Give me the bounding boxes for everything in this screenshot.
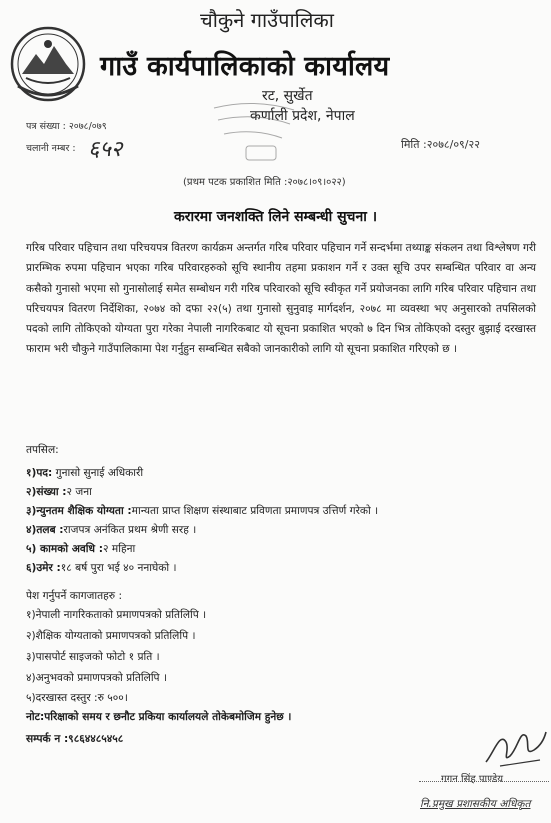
detail-value: २ जना bbox=[66, 486, 92, 498]
signatory-name: गगन सिंह पाण्डेय bbox=[441, 774, 503, 785]
detail-value: १८ बर्ष पुरा भई ४० ननाघेको । bbox=[60, 562, 177, 574]
documents-heading: पेश गर्नुपर्ने कागजातहरु : bbox=[26, 590, 123, 602]
detail-value: मान्यता प्राप्त शिक्षण संस्थाबाट प्रविणता प्रमाणपत्र उत्तिर्ण गरेको । bbox=[131, 505, 379, 517]
detail-label: ६)उमेर : bbox=[26, 562, 61, 574]
address-line-1: रट, सुर्खेत bbox=[262, 88, 313, 104]
office-stamp bbox=[194, 98, 314, 168]
notice-body-paragraph: गरिब परिवार पहिचान तथा परिचयपत्र वितरण कार्यक्रम अन्तर्गत गरिब परिवार पहिचान गर्ने सन्दर्भमा तथ्याङ्क संकलन तथा विश्लेषण गरी प्रारम्भिक रुपमा पहिचान भएका गरिब परिवारहरुको सूचि स्थानीय तहमा प्रकाशन गर्ने र उक्त सूचि उपर सम्बन्धित परिवार वा अन्य कसैको गुनासो भएमा सो गुनासोलाई समेत सम्बोधन गरी गरिब परिवारको सूचि स्वीकृत गर्ने प्रयोजनका लागि गरिब परिवार पहिचान तथा परिचयपत्र वितरण निर्देशिका, २०७४ को दफा २२(५) तथा गुनासो सुनुवाइ मार्गदर्शन, २०७८ मा व्यवस्था भए अनुसारको तपसिलको पदको लागि तोकिएको योग्यता पुरा गरेका नेपाली नागरिकबाट यो सूचना प्रकाशित भएको ७ दिन भित्र तोकिएको दस्तुर बुझाई दरखास्त फाराम भरी चौकुने गाउँपालिकामा पेश गर्नुहुन सम्बन्धित सबैको जानकारीको लागि यो सूचना प्रकाशित गरिएको छ । bbox=[26, 242, 536, 356]
detail-label: २)संख्या : bbox=[26, 486, 67, 498]
document-item: ५)दरखास्त दस्तुर :रु ५००। bbox=[26, 692, 128, 704]
detail-label: ५) कामको अवधि : bbox=[26, 543, 103, 555]
notice-title: करारमा जनशक्ति लिने सम्बन्धी सुचना । bbox=[173, 209, 378, 225]
handwritten-signature bbox=[480, 722, 550, 770]
municipality-name: चौकुने गाउँपालिका bbox=[200, 8, 334, 32]
detail-line-duration bbox=[26, 542, 135, 556]
detail-line-post bbox=[26, 466, 143, 480]
dispatch-number-value: ६५२ bbox=[88, 137, 123, 162]
document-item: ४)अनुभवको प्रमाणपत्रको प्रतिलिपि । bbox=[26, 672, 167, 684]
details-heading: तपसिल: bbox=[26, 444, 59, 456]
detail-value: २ महिना bbox=[103, 543, 136, 555]
detail-value: राजपत्र अनंकित प्रथम श्रेणी सरह । bbox=[63, 524, 197, 536]
letter-number-label: पत्र संख्या : २०७८/०७९ bbox=[26, 121, 107, 132]
detail-line-age bbox=[26, 561, 177, 575]
detail-line-count bbox=[26, 485, 92, 499]
document-item: १)नेपाली नागरिकताको प्रमाणपत्रको प्रतिलिपि । bbox=[26, 609, 207, 621]
detail-label: ४)तलब : bbox=[26, 524, 64, 536]
detail-label: १)पद: bbox=[26, 467, 53, 479]
note-text: नोट:परिक्षाको समय र छनौट प्रकिया कार्यालयले तोकेबमोजिम हुनेछ । bbox=[26, 711, 292, 723]
signatory-role: नि.प्रमुख प्रशासकीय अधिकृत bbox=[420, 798, 531, 810]
detail-value: गुनासो सुनाई अधिकारी bbox=[52, 467, 144, 479]
detail-line-salary bbox=[26, 523, 196, 537]
office-name: गाउँ कार्यपालिकाको कार्यालय bbox=[100, 51, 390, 82]
document-item: २)शैक्षिक योग्यताको प्रमाणपत्रको प्रतिलिपि । bbox=[26, 630, 196, 642]
dispatch-number-label: चलानी नम्बर : bbox=[26, 143, 76, 154]
detail-line-qualification bbox=[26, 504, 378, 518]
detail-label: ३)न्युनतम शैक्षिक योग्यता : bbox=[26, 505, 132, 517]
document-item: ३)पासपोर्ट साइजको फोटो १ प्रति । bbox=[26, 651, 160, 663]
address-line-2: कर्णाली प्रदेश, नेपाल bbox=[250, 108, 355, 124]
government-emblem-logo bbox=[8, 24, 88, 104]
first-published-date: (प्रथम पटक प्रकाशित मिति :२०७८।०९।०२२) bbox=[183, 177, 346, 188]
letter-date: मिति :२०७८/०९/२२ bbox=[401, 138, 480, 151]
contact-number: सम्पर्क न :९८६४४८५४५८ bbox=[26, 733, 124, 745]
